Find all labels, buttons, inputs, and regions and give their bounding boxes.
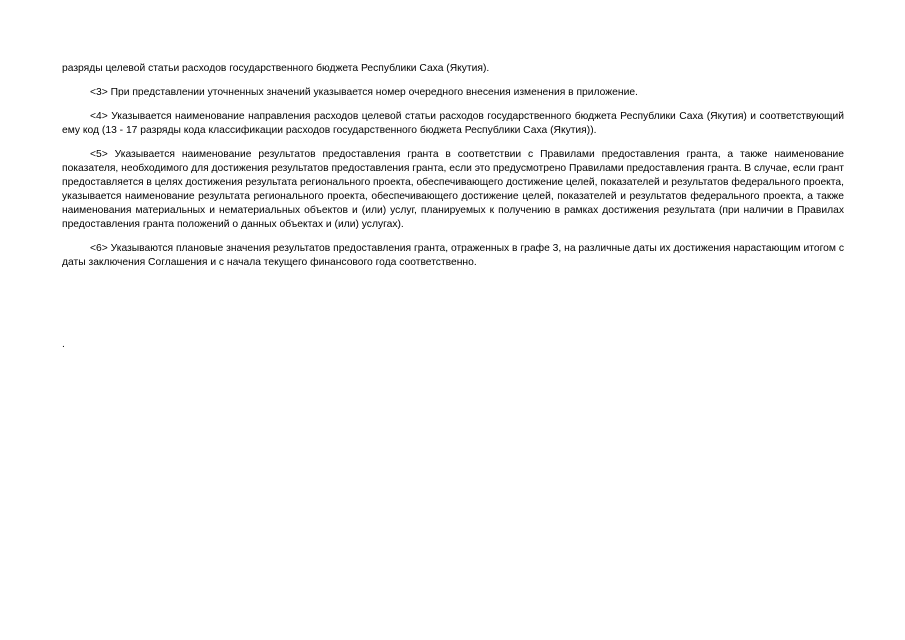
footnote-5: <5> Указывается наименование результатов предоставления гранта в соответствии с Правилами предоставления гранта, а также наименование показателя, необходимого для достижения результатов предоставления гранта, если это предусмотрено Правилами предоставления гранта. В случае, если грант предоставляется в целях достижения результата регионального проекта, обеспечивающего достижение целей, показателей и результатов федерального проекта, указывается наименование результата регионального проекта, обеспечивающего достижение целей, показателей и результатов федерального проекта, а также наименования материальных и нематериальных объектов и (или) услуг, планируемых к получению в рамках достижения результата (при наличии в Правилах предоставления гранта положений о данных объектах и (или) услугах). [62, 149, 844, 230]
trailing-period-mark: . [62, 339, 65, 350]
footnote-6: <6> Указываются плановые значения результатов предоставления гранта, отраженных в графе 3, на различные даты их достижения нарастающим итогом с даты заключения Соглашения и с начала текущего финансового года соответственно. [62, 243, 844, 268]
document-page [62, 62, 844, 280]
footnote-3: <3> При представлении уточненных значений указывается номер очередного внесения изменения в приложение. [90, 87, 638, 98]
footnote-4: <4> Указывается наименование направления расходов целевой статьи расходов государственного бюджета Республики Саха (Якутия) и соответствующий ему код (13 - 17 разряды кода классификации расходов государственного бюджета Республики Саха (Якутия)). [62, 111, 844, 136]
footnote-continuation: разряды целевой статьи расходов государственного бюджета Республики Саха (Якутия). [62, 63, 490, 74]
